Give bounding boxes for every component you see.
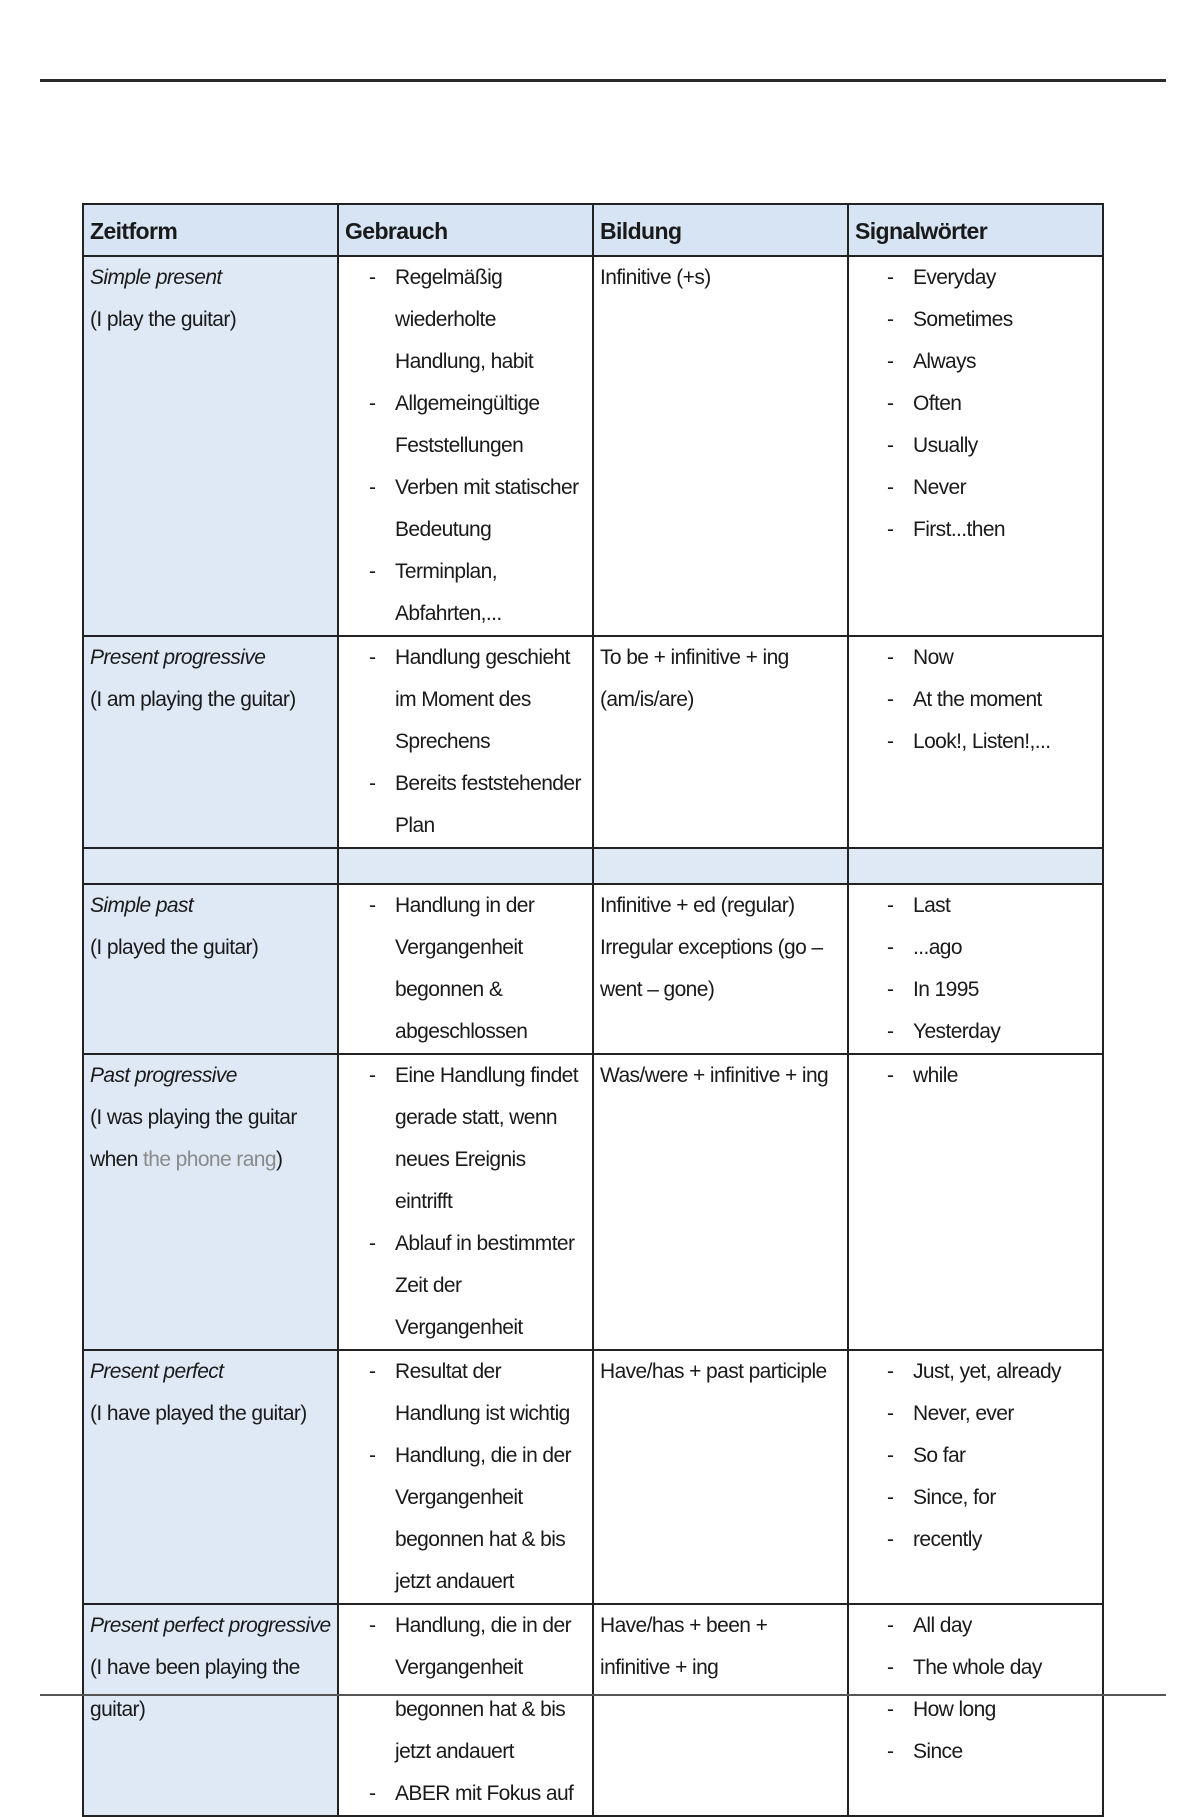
signals-cell: [848, 1604, 1103, 1816]
signal-item: - Usually: [913, 425, 1096, 467]
tense-example: (I play the guitar): [90, 308, 237, 331]
usage-cell: [338, 1054, 593, 1350]
header-bildung: Bildung: [593, 204, 848, 256]
usage-item: - Allgemeingültige Feststellungen: [395, 383, 586, 467]
tense-example: [90, 1097, 331, 1181]
usage-cell: [338, 1350, 593, 1604]
formation-cell: [593, 1604, 848, 1816]
header-gebrauch: Gebrauch: [338, 204, 593, 256]
tense-example: (I have been playing the guitar): [90, 1656, 300, 1721]
table-row: [83, 636, 1103, 848]
table-row: [83, 256, 1103, 636]
tense-name: Past progressive: [90, 1064, 237, 1087]
signal-item: - Never: [913, 467, 1096, 509]
signal-item: - recently: [913, 1519, 1096, 1561]
usage-item: - Bereits feststehender Plan: [395, 763, 586, 847]
usage-item: - Verben mit statischer Bedeutung: [395, 467, 586, 551]
signal-item: - Now: [913, 637, 1096, 679]
formation-line: Have/has + past participle: [600, 1360, 827, 1383]
signal-item: - Always: [913, 341, 1096, 383]
tense-cell: [83, 1054, 338, 1350]
signal-item: - So far: [913, 1435, 1096, 1477]
tense-name: Simple past: [90, 894, 194, 917]
formation-cell: [593, 884, 848, 1054]
table-row: [83, 1054, 1103, 1350]
tense-cell: [83, 884, 338, 1054]
usage-item: - Handlung geschieht im Moment des Sprechens: [395, 637, 586, 763]
formation-cell: [593, 1054, 848, 1350]
tense-name: Simple present: [90, 266, 222, 289]
tense-example: (I have played the guitar): [90, 1402, 307, 1425]
usage-item: - Ablauf in bestimmter Zeit der Vergangenheit: [395, 1223, 586, 1349]
usage-item: - Handlung, die in der Vergangenheit begonnen hat & bis jetzt andauert: [395, 1605, 586, 1773]
signals-cell: [848, 636, 1103, 848]
signals-cell: [848, 256, 1103, 636]
signal-item: - The whole day: [913, 1647, 1096, 1689]
usage-item: - Resultat der Handlung ist wichtig: [395, 1351, 586, 1435]
signal-item: - All day: [913, 1605, 1096, 1647]
signal-item: - Often: [913, 383, 1096, 425]
signal-item: - In 1995: [913, 969, 1096, 1011]
tense-example-faded: the phone rang: [143, 1148, 276, 1171]
tense-name: Present perfect: [90, 1360, 224, 1383]
usage-item: - Eine Handlung findet gerade statt, wenn neues Ereignis eintrifft: [395, 1055, 586, 1223]
signal-item: - First...then: [913, 509, 1096, 551]
formation-cell: [593, 636, 848, 848]
table-row: [83, 1604, 1103, 1816]
formation-line: Infinitive + ed (regular): [600, 894, 795, 917]
table-row: [83, 1350, 1103, 1604]
usage-item: - Handlung, die in der Vergangenheit begonnen hat & bis jetzt andauert: [395, 1435, 586, 1603]
tense-table: [82, 203, 1104, 1817]
formation-cell: [593, 1350, 848, 1604]
table-header-row: [83, 204, 1103, 256]
tense-example-end: ): [275, 1148, 283, 1171]
spacer-row: [83, 848, 1103, 884]
tense-name: Present progressive: [90, 646, 266, 669]
formation-line: Have/has + been + infinitive + ing: [600, 1614, 768, 1679]
signal-item: - while: [913, 1055, 1096, 1097]
header-signalwoerter: Signalwörter: [848, 204, 1103, 256]
tense-example: (I am playing the guitar): [90, 688, 296, 711]
signals-cell: [848, 1054, 1103, 1350]
tense-example: (I played the guitar): [90, 936, 259, 959]
signal-item: - Yesterday: [913, 1011, 1096, 1053]
signal-item: - Just, yet, already: [913, 1351, 1096, 1393]
usage-cell: [338, 884, 593, 1054]
formation-line: Irregular exceptions (go – went – gone): [600, 936, 823, 1001]
signals-cell: [848, 1350, 1103, 1604]
usage-cell: [338, 256, 593, 636]
usage-item: - Terminplan, Abfahrten,...: [395, 551, 586, 635]
signal-item: - How long: [913, 1689, 1096, 1731]
formation-line: Was/were + infinitive + ing: [600, 1064, 829, 1087]
tense-name: Present perfect progressive: [90, 1614, 331, 1637]
signal-item: - Look!, Listen!,...: [913, 721, 1096, 763]
tense-cell: [83, 1350, 338, 1604]
usage-cell: [338, 636, 593, 848]
tense-cell: [83, 256, 338, 636]
formation-line: Infinitive (+s): [600, 266, 711, 289]
usage-item: - Handlung in der Vergangenheit begonnen & abgeschlossen: [395, 885, 586, 1053]
signal-item: - Since: [913, 1731, 1096, 1773]
tense-cell: [83, 1604, 338, 1816]
signal-item: - ...ago: [913, 927, 1096, 969]
signal-item: - Since, for: [913, 1477, 1096, 1519]
signals-cell: [848, 884, 1103, 1054]
signal-item: - Never, ever: [913, 1393, 1096, 1435]
signal-item: - Last: [913, 885, 1096, 927]
tense-example-main: (I was playing the guitar when: [90, 1106, 297, 1171]
formation-line: To be + infinitive + ing: [600, 646, 789, 669]
header-zeitform: Zeitform: [83, 204, 338, 256]
signal-item: - At the moment: [913, 679, 1096, 721]
signal-item: - Everyday: [913, 257, 1096, 299]
formation-cell: [593, 256, 848, 636]
tense-cell: [83, 636, 338, 848]
usage-cell: [338, 1604, 593, 1816]
formation-line: (am/is/are): [600, 688, 694, 711]
bottom-divider: [40, 1694, 1166, 1696]
usage-item: - Regelmäßig wiederholte Handlung, habit: [395, 257, 586, 383]
usage-item: - ABER mit Fokus auf: [395, 1773, 586, 1815]
top-divider: [40, 79, 1166, 82]
table-row: [83, 884, 1103, 1054]
signal-item: - Sometimes: [913, 299, 1096, 341]
